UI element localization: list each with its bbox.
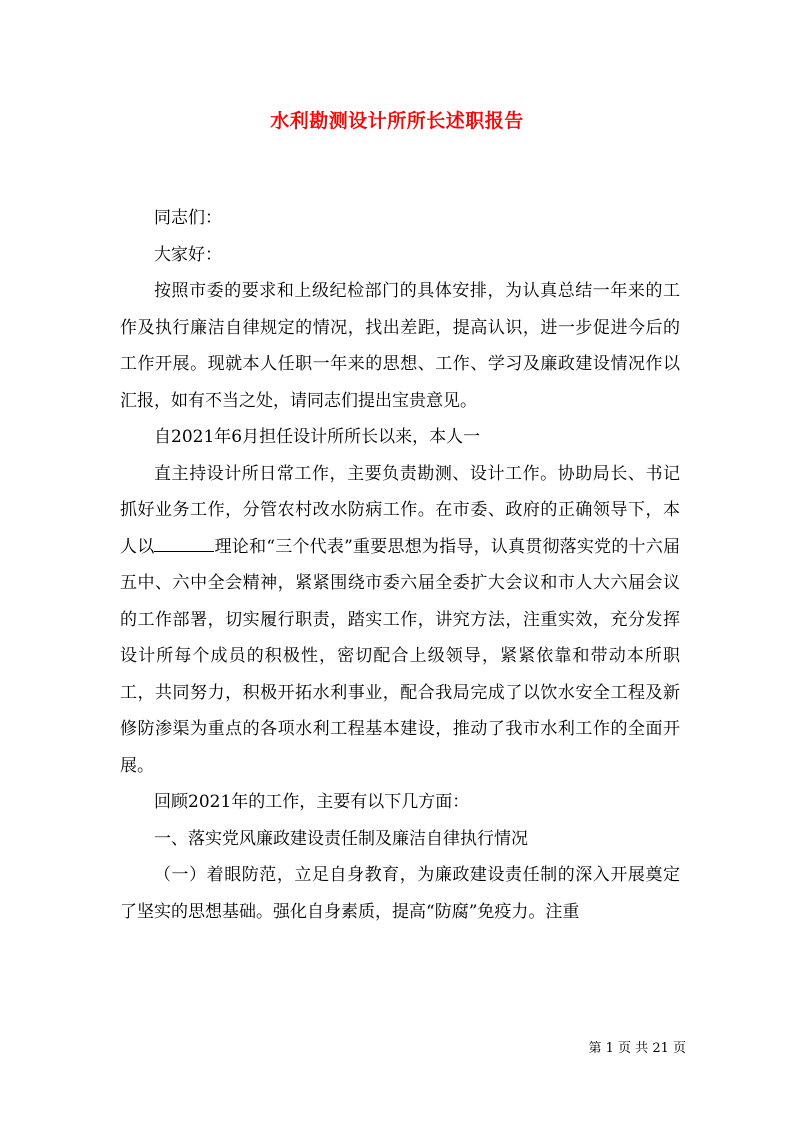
paragraph-duties-part1: 直主持设计所日常工作，主要负责勘测、设计工作。协助局长、书记抓好业务工作，分管农村改水防病工作。在市委、政府的正确领导下，本人以 (120, 463, 680, 557)
greeting-comrades: 同志们： (154, 208, 222, 228)
paragraph-duties (120, 456, 680, 785)
document-title: 水利勘测设计所所长述职报告 (270, 110, 524, 132)
greeting-everyone: 大家好： (154, 244, 222, 265)
paragraph-duties-part2: 理论和“三个代表”重要思想为指导，认真贯彻落实党的十六届五中、六中全会精神，紧紧围绕市委六届全委扩大会议和市人大六届会议的工作部署，切实履行职责，踏实工作，讲究方法，注重实效，充分发挥设计所每个成员的积极性，密切配合上级领导，紧紧依靠和带动本所职工，共同努力，积极开拓水利事业，配合我局完成了以饮水安全工程及新修防渗渠为重点的各项水利工程基本建设，推动了我市水利工作的全面开展。 (120, 536, 681, 776)
page-footer: 第 1 页 共 21 页 (588, 1041, 686, 1056)
paragraph-tenure: 自2021年6月担任设计所所长以来，本人一 (154, 427, 481, 447)
paragraph-intro: 按照市委的要求和上级纪检部门的具体安排，为认真总结一年来的工作及执行廉洁自律规定的情况，找出差距，提高认识，进一步促进今后的工作开展。现就本人任职一年来的思想、工作、学习及廉政建设情况作以汇报，如有不当之处，请同志们提出宝贵意见。 (120, 281, 680, 411)
paragraph-review: 回顾2021年的工作，主要有以下几方面： (154, 792, 470, 812)
fill-in-blank (154, 533, 214, 552)
document-body (120, 200, 680, 930)
subsection-1: （一）着眼防范，立足自身教育，为廉政建设责任制的深入开展奠定了坚实的思想基础。强化自身素质，提高“防腐”免疫力。注重 (120, 865, 680, 922)
section-heading-1: 一、落实党风廉政建设责任制及廉洁自律执行情况 (154, 828, 528, 849)
